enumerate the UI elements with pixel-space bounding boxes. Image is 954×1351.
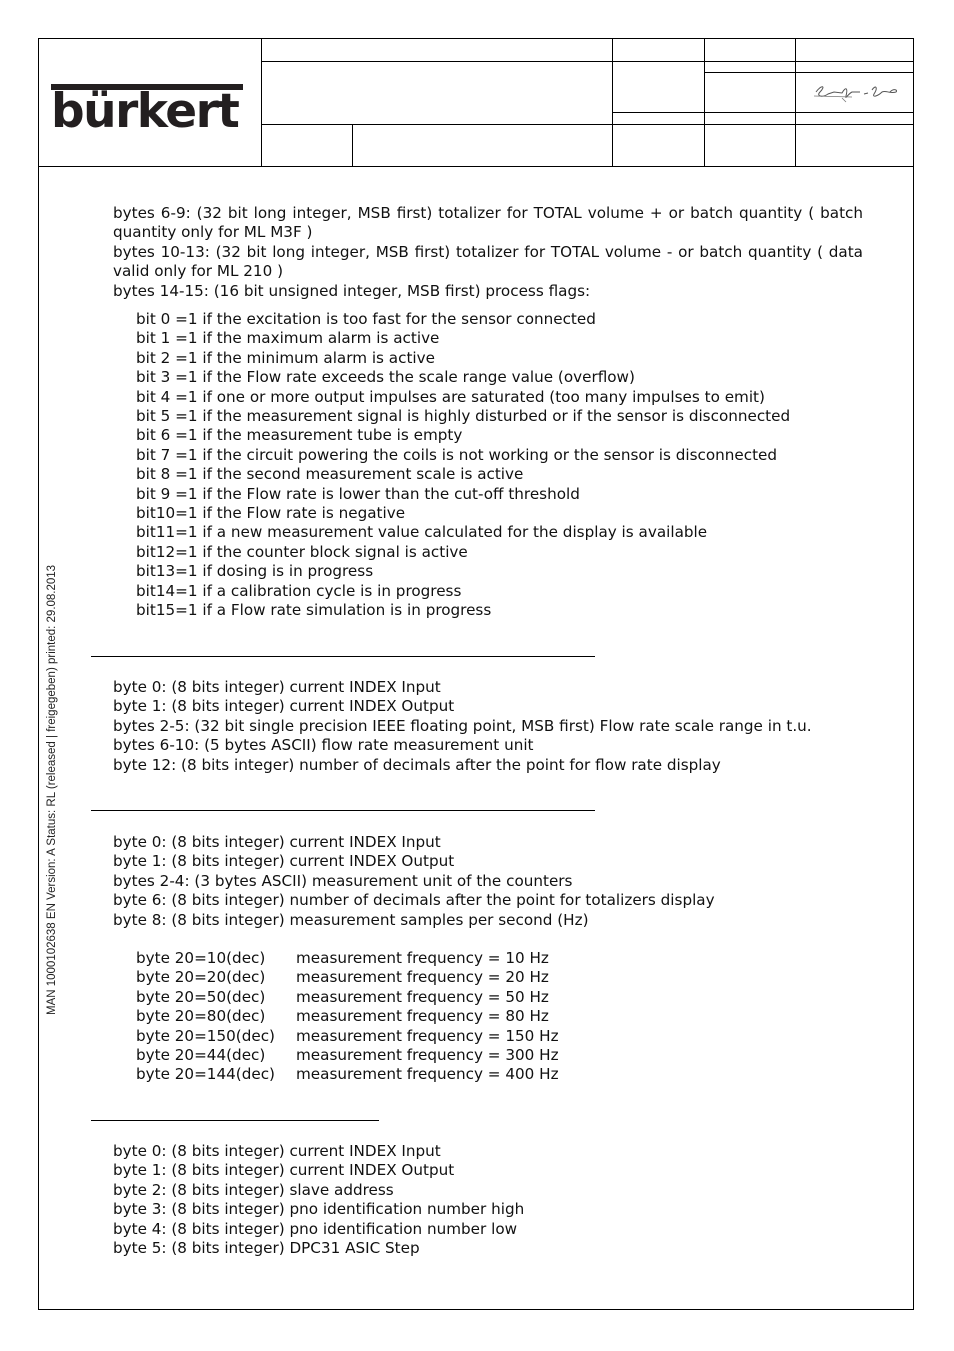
process-flags-list [136, 310, 856, 621]
frequency-desc: measurement frequency = 20 Hz [296, 968, 549, 987]
identification-line: byte 4: (8 bits integer) pno identification number low [113, 1219, 518, 1238]
frequency-code: byte 20=150(dec) [136, 1026, 275, 1045]
flag-item: bit14=1 if a calibration cycle is in progress [136, 581, 462, 600]
scale-line: byte 1: (8 bits integer) current INDEX Output [113, 697, 455, 716]
flag-item: bit 2 =1 if the minimum alarm is active [136, 348, 435, 367]
frequency-row [136, 1007, 636, 1026]
totalizer-line: byte 8: (8 bits integer) measurement samples per second (Hz) [113, 910, 589, 929]
flag-item: bit10=1 if the Flow rate is negative [136, 504, 406, 523]
totalizer-line: byte 1: (8 bits integer) current INDEX Output [113, 852, 455, 871]
frequency-row [136, 988, 636, 1007]
flag-item: bit 4 =1 if one or more output impulses are saturated (too many impulses to emit) [136, 387, 765, 406]
signature-image [812, 80, 902, 108]
frequency-row [136, 1046, 636, 1065]
logo-text: bürkert [51, 84, 239, 139]
section-divider [91, 1120, 379, 1121]
identification-line: byte 5: (8 bits integer) DPC31 ASIC Step [113, 1239, 420, 1258]
frequency-row [136, 1065, 636, 1084]
paragraph-bytes-6-9: bytes 6-9: (32 bit long integer, MSB first) totalizer for TOTAL volume + or batch quantity ( batch quantity only for ML M3F ) [113, 204, 863, 242]
identification-line: byte 2: (8 bits integer) slave address [113, 1180, 394, 1199]
flag-item: bit13=1 if dosing is in progress [136, 562, 374, 581]
flag-item: bit 7 =1 if the circuit powering the coils is not working or the sensor is disconnected [136, 445, 778, 464]
document-side-info: MAN 1000102638 EN Version: A Status: RL (released | freigegeben) printed: 29.08.2013 [46, 564, 58, 1015]
identification-line: byte 1: (8 bits integer) current INDEX Output [113, 1161, 455, 1180]
section-divider [91, 810, 595, 811]
identification-data-section [113, 1142, 873, 1258]
flag-item: bit 1 =1 if the maximum alarm is active [136, 329, 440, 348]
frequency-desc: measurement frequency = 150 Hz [296, 1026, 559, 1045]
flag-item: bit 8 =1 if the second measurement scale is active [136, 465, 524, 484]
paragraph-bytes-14-15: bytes 14-15: (16 bit unsigned integer, MSB first) process flags: [113, 281, 591, 300]
frequency-table [136, 949, 636, 1085]
frequency-code: byte 20=144(dec) [136, 1065, 275, 1084]
frequency-code: byte 20=50(dec) [136, 987, 266, 1006]
identification-line: byte 3: (8 bits integer) pno identification number high [113, 1200, 525, 1219]
flag-item: bit 3 =1 if the Flow rate exceeds the scale range value (overflow) [136, 368, 635, 387]
flag-item: bit15=1 if a Flow rate simulation is in progress [136, 601, 492, 620]
identification-line: byte 0: (8 bits integer) current INDEX Input [113, 1142, 441, 1160]
scale-line: bytes 2-5: (32 bit single precision IEEE floating point, MSB first) Flow rate scale range in t.u. [113, 716, 812, 735]
burkert-logo [51, 84, 245, 139]
scale-line: byte 12: (8 bits integer) number of decimals after the point for flow rate display [113, 755, 721, 774]
scale-line: bytes 6-10: (5 bytes ASCII) flow rate measurement unit [113, 736, 534, 755]
frequency-code: byte 20=80(dec) [136, 1007, 266, 1026]
totalizer-data-section [113, 833, 873, 930]
paragraph-bytes-10-13: bytes 10-13: (32 bit long integer, MSB first) totalizer for TOTAL volume - or batch quantity ( data valid only for ML 210 ) [113, 242, 863, 281]
totalizer-line: byte 6: (8 bits integer) number of decimals after the point for totalizers display [113, 891, 715, 910]
flag-item: bit 6 =1 if the measurement tube is empty [136, 426, 463, 445]
frequency-code: byte 20=20(dec) [136, 968, 266, 987]
frequency-row [136, 968, 636, 987]
process-data-section [113, 204, 863, 301]
frequency-desc: measurement frequency = 300 Hz [296, 1045, 559, 1064]
section-divider [91, 656, 595, 657]
totalizer-line: byte 0: (8 bits integer) current INDEX Input [113, 833, 441, 851]
frequency-desc: measurement frequency = 80 Hz [296, 1007, 549, 1026]
scale-data-section [113, 678, 873, 775]
frequency-code: byte 20=10(dec) [136, 949, 266, 967]
scale-line: byte 0: (8 bits integer) current INDEX Input [113, 678, 441, 696]
flag-item: bit11=1 if a new measurement value calculated for the display is available [136, 523, 708, 542]
frequency-row [136, 1027, 636, 1046]
frequency-code: byte 20=44(dec) [136, 1045, 266, 1064]
frequency-desc: measurement frequency = 50 Hz [296, 987, 549, 1006]
flag-item: bit 5 =1 if the measurement signal is highly disturbed or if the sensor is disconnected [136, 407, 791, 426]
flag-item: bit12=1 if the counter block signal is active [136, 542, 468, 561]
flag-item: bit 0 =1 if the excitation is too fast for the sensor connected [136, 310, 596, 328]
frequency-desc: measurement frequency = 400 Hz [296, 1065, 559, 1084]
flag-item: bit 9 =1 if the Flow rate is lower than the cut-off threshold [136, 484, 580, 503]
frequency-desc: measurement frequency = 10 Hz [296, 949, 549, 967]
frequency-row [136, 949, 636, 968]
totalizer-line: bytes 2-4: (3 bytes ASCII) measurement unit of the counters [113, 871, 573, 890]
